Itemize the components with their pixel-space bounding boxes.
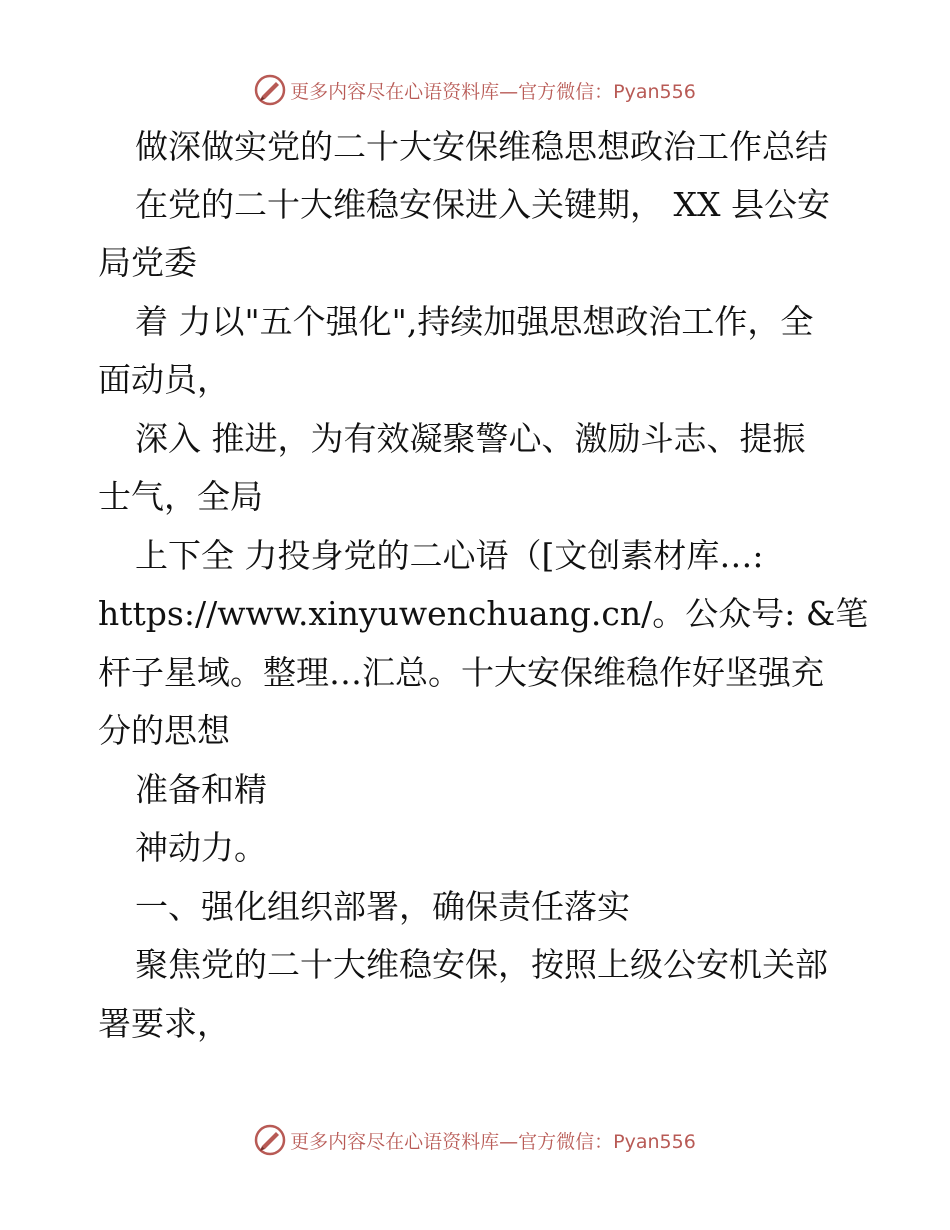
- footer-watermark-text: 更多内容尽在心语资料库—官方微信：Pyan556: [290, 1130, 696, 1153]
- paragraph-line: 着 力以"五个强化",持续加强思想政治工作，全: [135, 302, 814, 341]
- paragraph-line: https://www.xinyuwenchuang.cn/。公众号: &笔: [98, 594, 869, 633]
- paragraph-line: 士气，全局: [98, 477, 263, 516]
- paragraph-line: 杆子星域。整理…汇总。十大安保维稳作好坚强充: [98, 653, 824, 692]
- paragraph-line: 局党委: [98, 243, 197, 282]
- paragraph-line: 深入 推进，为有效凝聚警心、激励斗志、提振: [135, 419, 806, 458]
- paragraph-line: 准备和精: [135, 770, 267, 809]
- paragraph-line: 署要求，: [98, 1004, 230, 1043]
- document-title: 做深做实党的二十大安保维稳思想政治工作总结: [135, 127, 828, 166]
- header-watermark-text: 更多内容尽在心语资料库—官方微信：Pyan556: [290, 80, 696, 103]
- paragraph-line: 分的思想: [98, 711, 230, 750]
- section-heading: 一、强化组织部署，确保责任落实: [135, 887, 630, 926]
- paragraph-line: 聚焦党的二十大维稳安保，按照上级公安机关部: [135, 945, 828, 984]
- paragraph-line: 在党的二十大维稳安保进入关键期， XX 县公安: [135, 185, 830, 224]
- paragraph-line: 上下全 力投身党的二心语（[文创素材库…:: [135, 536, 764, 575]
- watermark-header: [0, 70, 950, 110]
- pen-logo-icon: [254, 74, 286, 106]
- watermark-footer: [0, 1120, 950, 1160]
- pen-logo-icon: [254, 1124, 286, 1156]
- paragraph-line: 面动员，: [98, 360, 230, 399]
- paragraph-line: 神动力。: [135, 828, 267, 867]
